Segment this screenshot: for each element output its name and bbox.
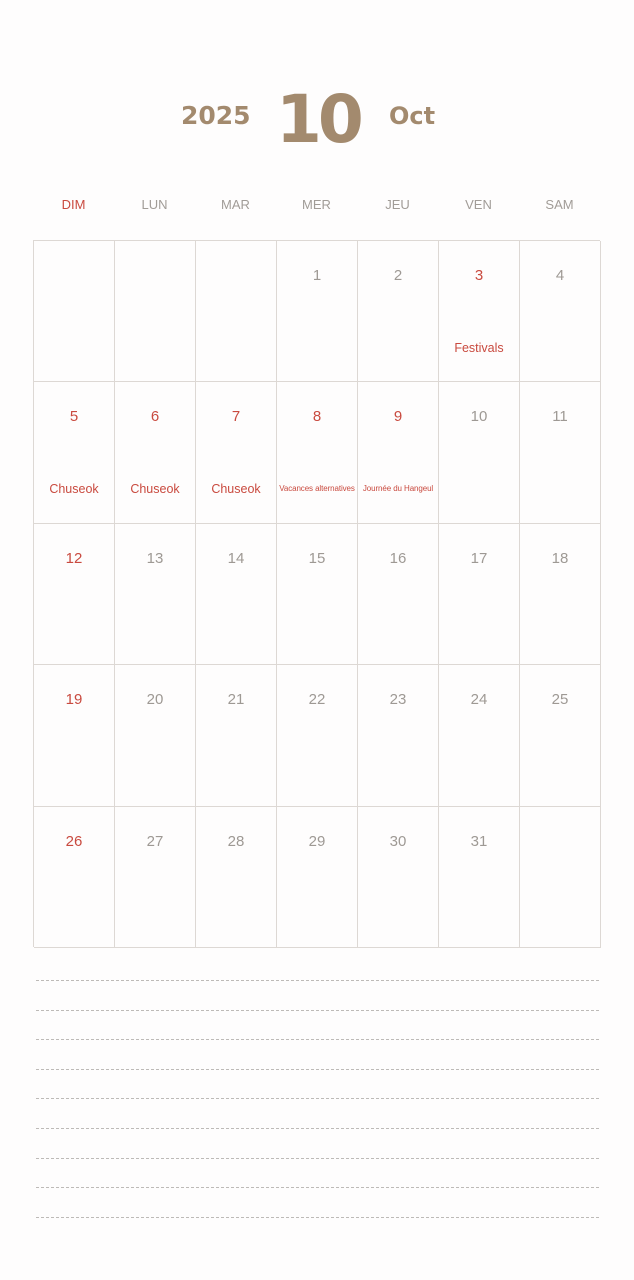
day-cell[interactable] xyxy=(34,807,115,948)
day-cell[interactable] xyxy=(34,524,115,665)
day-cell[interactable] xyxy=(196,382,277,523)
day-cell[interactable] xyxy=(277,241,358,382)
weekday-sunday: DIM xyxy=(61,197,86,212)
event-label: Festivals xyxy=(454,341,504,355)
day-cell[interactable] xyxy=(277,807,358,948)
day-number: 4 xyxy=(555,267,565,284)
day-cell[interactable] xyxy=(439,807,520,948)
note-line xyxy=(36,1098,599,1099)
day-cell xyxy=(520,807,601,948)
day-number: 16 xyxy=(389,549,407,567)
month-number: 10 xyxy=(276,81,360,158)
day-number: 29 xyxy=(308,832,326,850)
day-number: 3 xyxy=(474,267,484,284)
day-cell[interactable] xyxy=(196,524,277,665)
day-number: 11 xyxy=(552,408,568,426)
note-line xyxy=(36,1158,599,1159)
note-line xyxy=(36,1039,599,1040)
event-label: Vacances alternatives xyxy=(279,484,355,494)
day-cell[interactable] xyxy=(34,382,115,523)
day-cell[interactable] xyxy=(358,524,439,665)
day-cell[interactable] xyxy=(358,241,439,382)
day-cell[interactable] xyxy=(439,382,520,523)
day-cell[interactable] xyxy=(439,524,520,665)
day-cell[interactable] xyxy=(277,524,358,665)
day-number: 30 xyxy=(389,832,407,850)
note-line xyxy=(36,1128,599,1129)
weekday-friday: VEN xyxy=(465,197,492,212)
weekday-thursday: JEU xyxy=(385,197,410,212)
day-number: 10 xyxy=(470,408,488,426)
day-cell[interactable] xyxy=(358,807,439,948)
note-line xyxy=(36,1010,599,1011)
day-cell[interactable] xyxy=(520,665,601,806)
day-number: 7 xyxy=(231,408,241,426)
event-label: Chuseok xyxy=(211,482,261,497)
day-number: 31 xyxy=(470,832,488,850)
day-number: 27 xyxy=(146,832,164,850)
day-cell[interactable] xyxy=(358,665,439,806)
note-line xyxy=(36,1217,599,1218)
day-number: 26 xyxy=(65,832,83,850)
weekday-wednesday: MER xyxy=(302,197,331,212)
notes-area xyxy=(36,980,599,1246)
day-cell[interactable] xyxy=(439,665,520,806)
year-label: 2025 xyxy=(181,101,251,130)
weekday-tuesday: MAR xyxy=(221,197,250,212)
day-cell[interactable] xyxy=(520,241,601,382)
day-cell xyxy=(34,241,115,382)
day-number: 28 xyxy=(227,832,245,850)
weekday-header-row xyxy=(33,195,600,215)
day-number: 21 xyxy=(227,691,245,709)
note-line xyxy=(36,980,599,981)
day-cell[interactable] xyxy=(115,524,196,665)
calendar-grid xyxy=(33,240,600,947)
day-number: 8 xyxy=(312,408,322,426)
day-number: 15 xyxy=(308,549,326,567)
day-cell[interactable] xyxy=(196,665,277,806)
calendar-header xyxy=(0,0,634,180)
weekday-monday: LUN xyxy=(141,197,168,212)
day-number: 20 xyxy=(146,691,164,709)
day-number: 6 xyxy=(150,408,160,426)
note-line xyxy=(36,1187,599,1188)
event-label: Chuseok xyxy=(130,482,180,497)
day-number: 18 xyxy=(551,549,569,567)
day-number: 12 xyxy=(65,549,83,567)
day-number: 22 xyxy=(308,691,326,709)
note-line xyxy=(36,1069,599,1070)
day-cell[interactable] xyxy=(358,382,439,523)
day-cell[interactable] xyxy=(277,665,358,806)
day-cell xyxy=(115,241,196,382)
day-number: 14 xyxy=(227,549,245,567)
day-cell[interactable] xyxy=(196,807,277,948)
day-cell[interactable] xyxy=(115,665,196,806)
event-label: Journée du Hangeul xyxy=(362,484,434,494)
day-cell[interactable] xyxy=(439,241,520,382)
day-cell[interactable] xyxy=(277,382,358,523)
day-number: 25 xyxy=(551,691,569,709)
day-cell[interactable] xyxy=(34,665,115,806)
day-cell[interactable] xyxy=(520,382,601,523)
day-cell[interactable] xyxy=(115,807,196,948)
day-cell[interactable] xyxy=(115,382,196,523)
day-cell xyxy=(196,241,277,382)
day-number: 13 xyxy=(146,549,164,567)
day-number: 19 xyxy=(65,691,83,709)
day-number: 9 xyxy=(393,408,403,426)
event-label: Chuseok xyxy=(49,482,99,497)
day-number: 1 xyxy=(312,267,322,284)
day-number: 5 xyxy=(69,408,79,426)
weekday-saturday: SAM xyxy=(545,197,574,212)
day-number: 2 xyxy=(393,267,403,284)
day-number: 17 xyxy=(470,549,488,567)
day-cell[interactable] xyxy=(520,524,601,665)
month-name: Oct xyxy=(389,102,436,130)
day-number: 24 xyxy=(470,691,488,709)
day-number: 23 xyxy=(389,691,407,709)
